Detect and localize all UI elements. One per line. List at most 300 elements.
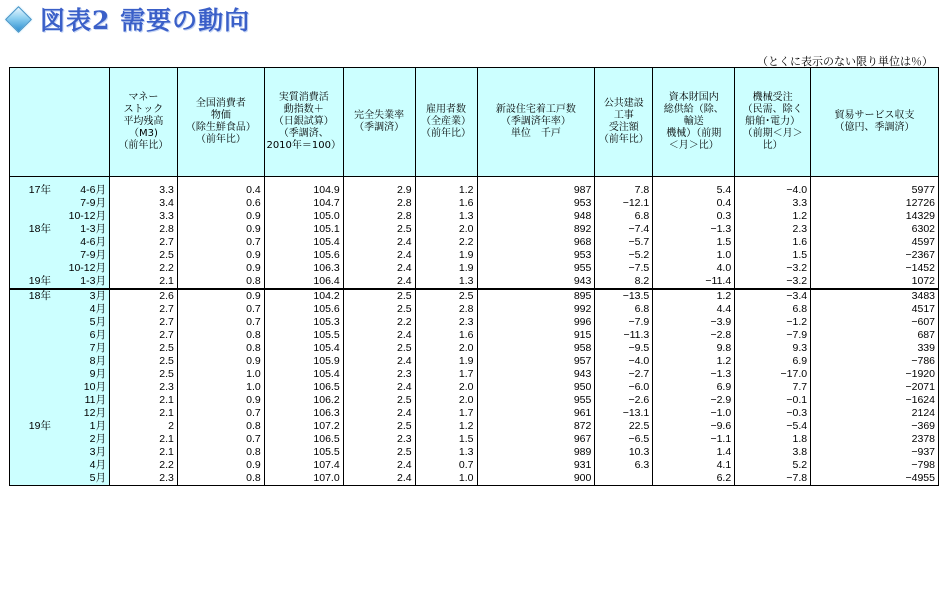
value-cell: 6.2 <box>653 472 735 486</box>
value-cell: 2.1 <box>109 446 177 459</box>
value-cell: −3.2 <box>735 262 811 275</box>
value-cell: 955 <box>477 394 595 407</box>
table-row <box>10 262 939 275</box>
value-cell: 1.0 <box>177 381 264 394</box>
value-cell: −2071 <box>811 381 939 394</box>
value-cell: 1.7 <box>415 407 477 420</box>
value-cell: 1.6 <box>415 329 477 342</box>
value-cell: 948 <box>477 210 595 223</box>
value-cell: 0.9 <box>177 249 264 262</box>
value-cell: 3.8 <box>735 446 811 459</box>
value-cell: 12726 <box>811 197 939 210</box>
value-cell: 105.4 <box>264 342 343 355</box>
unit-note: （とくに表示のない限り単位は％） <box>757 55 933 68</box>
value-cell: 992 <box>477 303 595 316</box>
value-cell: 1.6 <box>735 236 811 249</box>
value-cell: −798 <box>811 459 939 472</box>
value-cell: 6.8 <box>735 303 811 316</box>
value-cell: 2.7 <box>109 303 177 316</box>
value-cell: −7.8 <box>735 472 811 486</box>
column-header: 公共建設 工事 受注額 （前年比） <box>595 68 653 177</box>
period-name: 4月 <box>89 459 106 471</box>
period-label <box>10 355 110 368</box>
value-cell: 5977 <box>811 184 939 197</box>
value-cell: 892 <box>477 223 595 236</box>
value-cell: 2.5 <box>343 446 415 459</box>
value-cell: 105.6 <box>264 249 343 262</box>
value-cell: −1.3 <box>653 223 735 236</box>
value-cell: 3.3 <box>735 197 811 210</box>
value-cell: 104.2 <box>264 289 343 303</box>
table-row <box>10 394 939 407</box>
table-row <box>10 446 939 459</box>
value-cell: 987 <box>477 184 595 197</box>
value-cell: 2.7 <box>109 329 177 342</box>
value-cell: 1.4 <box>653 446 735 459</box>
value-cell: −5.4 <box>735 420 811 433</box>
value-cell: −9.6 <box>653 420 735 433</box>
value-cell: 2.2 <box>109 262 177 275</box>
value-cell: 3.3 <box>109 184 177 197</box>
value-cell: 2.5 <box>109 342 177 355</box>
spacer-cell <box>10 177 110 185</box>
period-name: 10月 <box>83 381 106 393</box>
period-name: 7月 <box>89 342 106 354</box>
value-cell: 0.6 <box>177 197 264 210</box>
spacer-cell <box>653 177 735 185</box>
value-cell: 872 <box>477 420 595 433</box>
value-cell: 339 <box>811 342 939 355</box>
value-cell: 1.9 <box>415 262 477 275</box>
value-cell: −4.0 <box>735 184 811 197</box>
value-cell: −4.0 <box>595 355 653 368</box>
table-row <box>10 407 939 420</box>
period-name: 4-6月 <box>80 236 106 248</box>
value-cell: 2.0 <box>415 394 477 407</box>
table-body <box>10 177 939 486</box>
value-cell: −5.7 <box>595 236 653 249</box>
value-cell: 2.4 <box>343 249 415 262</box>
period-name: 5月 <box>89 316 106 328</box>
period-name: 7-9月 <box>80 197 106 209</box>
value-cell: 2.7 <box>109 316 177 329</box>
value-cell: 1.0 <box>415 472 477 486</box>
value-cell: 895 <box>477 289 595 303</box>
table-row <box>10 368 939 381</box>
value-cell: −1.1 <box>653 433 735 446</box>
column-header: 全国消費者 物価 （除生鮮食品） （前年比） <box>177 68 264 177</box>
value-cell: 106.4 <box>264 275 343 289</box>
value-cell: 2.0 <box>415 342 477 355</box>
value-cell: 0.9 <box>177 210 264 223</box>
period-label <box>10 472 110 486</box>
value-cell: −1624 <box>811 394 939 407</box>
value-cell: 2.3 <box>343 433 415 446</box>
value-cell: 0.9 <box>177 355 264 368</box>
value-cell: 106.2 <box>264 394 343 407</box>
value-cell: 7.7 <box>735 381 811 394</box>
period-label <box>10 289 110 303</box>
value-cell: −607 <box>811 316 939 329</box>
table-row <box>10 184 939 197</box>
value-cell: 2.5 <box>109 249 177 262</box>
value-cell: 104.7 <box>264 197 343 210</box>
period-label <box>10 381 110 394</box>
column-header: 実質消費活 動指数＋ （日銀試算） （季調済、 2010年＝100） <box>264 68 343 177</box>
value-cell: 2.5 <box>343 342 415 355</box>
table-row <box>10 210 939 223</box>
table-row <box>10 223 939 236</box>
value-cell: 1.3 <box>415 446 477 459</box>
value-cell: 2.3 <box>109 381 177 394</box>
period-name: 10-12月 <box>68 210 106 222</box>
value-cell: −3.2 <box>735 275 811 289</box>
value-cell: 5.2 <box>735 459 811 472</box>
value-cell: 1.2 <box>653 355 735 368</box>
value-cell: 2.8 <box>415 303 477 316</box>
value-cell: 9.8 <box>653 342 735 355</box>
value-cell: 1.9 <box>415 249 477 262</box>
value-cell: −13.1 <box>595 407 653 420</box>
table-row <box>10 249 939 262</box>
period-label <box>10 210 110 223</box>
value-cell: 0.8 <box>177 446 264 459</box>
value-cell: 2.1 <box>109 394 177 407</box>
value-cell: 6.3 <box>595 459 653 472</box>
value-cell: 0.8 <box>177 329 264 342</box>
value-cell: −7.9 <box>735 329 811 342</box>
period-name: 2月 <box>89 433 106 445</box>
value-cell: 2.4 <box>343 355 415 368</box>
value-cell: −6.0 <box>595 381 653 394</box>
table-row <box>10 420 939 433</box>
value-cell: 105.5 <box>264 329 343 342</box>
value-cell: 943 <box>477 368 595 381</box>
period-label <box>10 303 110 316</box>
period-name: 8月 <box>89 355 106 367</box>
value-cell: 2.5 <box>343 223 415 236</box>
period-label <box>10 394 110 407</box>
period-name: 7-9月 <box>80 249 106 261</box>
period-label <box>10 433 110 446</box>
value-cell: 2.5 <box>343 303 415 316</box>
demand-trends-table <box>9 67 939 486</box>
value-cell: 0.9 <box>177 223 264 236</box>
year-label: 17年 <box>28 184 51 196</box>
value-cell: 3483 <box>811 289 939 303</box>
column-header: 機械受注 （民需、除く 船舶･電力） （前期＜月＞ 比） <box>735 68 811 177</box>
column-header: 貿易サービス収支 （億円、季調済） <box>811 68 939 177</box>
value-cell: 106.3 <box>264 407 343 420</box>
spacer-cell <box>735 177 811 185</box>
value-cell <box>595 472 653 486</box>
spacer-cell <box>343 177 415 185</box>
spacer-cell <box>177 177 264 185</box>
value-cell: 0.9 <box>177 289 264 303</box>
value-cell: 957 <box>477 355 595 368</box>
value-cell: 989 <box>477 446 595 459</box>
value-cell: 0.7 <box>177 407 264 420</box>
value-cell: −1.0 <box>653 407 735 420</box>
value-cell: 0.8 <box>177 420 264 433</box>
year-label: 18年 <box>28 223 51 235</box>
spacer-cell <box>264 177 343 185</box>
spacer-row <box>10 177 939 185</box>
value-cell: 3.4 <box>109 197 177 210</box>
value-cell: 2.5 <box>109 355 177 368</box>
value-cell: 2.2 <box>109 459 177 472</box>
value-cell: 2.2 <box>415 236 477 249</box>
value-cell: 6.9 <box>653 381 735 394</box>
spacer-cell <box>415 177 477 185</box>
value-cell: 107.0 <box>264 472 343 486</box>
value-cell: 1.2 <box>415 184 477 197</box>
value-cell: −2367 <box>811 249 939 262</box>
value-cell: −5.2 <box>595 249 653 262</box>
value-cell: 1.8 <box>735 433 811 446</box>
value-cell: 0.7 <box>177 433 264 446</box>
spacer-cell <box>477 177 595 185</box>
period-label <box>10 262 110 275</box>
period-label <box>10 342 110 355</box>
value-cell: 958 <box>477 342 595 355</box>
value-cell: 0.8 <box>177 342 264 355</box>
value-cell: 4.1 <box>653 459 735 472</box>
column-header: マネー ストック 平均残高 （M3) （前年比） <box>109 68 177 177</box>
title-text: 図表2 需要の動向 <box>40 6 251 35</box>
value-cell: 2.4 <box>343 459 415 472</box>
value-cell: 107.2 <box>264 420 343 433</box>
value-cell: −7.5 <box>595 262 653 275</box>
value-cell: 105.4 <box>264 368 343 381</box>
table-row <box>10 459 939 472</box>
value-cell: −369 <box>811 420 939 433</box>
value-cell: 2.4 <box>343 275 415 289</box>
period-name: 4月 <box>89 303 106 315</box>
value-cell: 3.3 <box>109 210 177 223</box>
value-cell: 996 <box>477 316 595 329</box>
value-cell: −4955 <box>811 472 939 486</box>
value-cell: 2.3 <box>109 472 177 486</box>
value-cell: −11.4 <box>653 275 735 289</box>
value-cell: 2.4 <box>343 329 415 342</box>
value-cell: 2 <box>109 420 177 433</box>
value-cell: 0.8 <box>177 472 264 486</box>
value-cell: 22.5 <box>595 420 653 433</box>
period-name: 9月 <box>89 368 106 380</box>
value-cell: 2.3 <box>343 368 415 381</box>
value-cell: 955 <box>477 262 595 275</box>
period-name: 12月 <box>83 407 106 419</box>
value-cell: 0.4 <box>653 197 735 210</box>
value-cell: 2.5 <box>109 368 177 381</box>
value-cell: 1.5 <box>735 249 811 262</box>
period-label <box>10 197 110 210</box>
value-cell: −2.9 <box>653 394 735 407</box>
table-row <box>10 236 939 249</box>
value-cell: 104.9 <box>264 184 343 197</box>
period-name: 5月 <box>89 472 106 484</box>
value-cell: 931 <box>477 459 595 472</box>
value-cell: 968 <box>477 236 595 249</box>
value-cell: 967 <box>477 433 595 446</box>
value-cell: 1.9 <box>415 355 477 368</box>
value-cell: 4597 <box>811 236 939 249</box>
table-row <box>10 329 939 342</box>
value-cell: −17.0 <box>735 368 811 381</box>
page-title <box>2 3 250 35</box>
value-cell: 0.8 <box>177 275 264 289</box>
value-cell: 0.4 <box>177 184 264 197</box>
value-cell: 0.3 <box>653 210 735 223</box>
period-name: 1-3月 <box>80 275 106 287</box>
value-cell: −2.6 <box>595 394 653 407</box>
period-label <box>10 446 110 459</box>
year-label: 19年 <box>28 275 51 287</box>
value-cell: 2.0 <box>415 381 477 394</box>
value-cell: −7.9 <box>595 316 653 329</box>
value-cell: 900 <box>477 472 595 486</box>
value-cell: −786 <box>811 355 939 368</box>
value-cell: 915 <box>477 329 595 342</box>
value-cell: 2378 <box>811 433 939 446</box>
value-cell: −0.3 <box>735 407 811 420</box>
value-cell: 1.6 <box>415 197 477 210</box>
period-label <box>10 275 110 289</box>
value-cell: 961 <box>477 407 595 420</box>
table-row <box>10 303 939 316</box>
value-cell: 2.8 <box>343 197 415 210</box>
value-cell: 2.9 <box>343 184 415 197</box>
value-cell: 0.9 <box>177 459 264 472</box>
period-label <box>10 368 110 381</box>
value-cell: 105.3 <box>264 316 343 329</box>
value-cell: 6.8 <box>595 210 653 223</box>
value-cell: −937 <box>811 446 939 459</box>
value-cell: 2.1 <box>109 433 177 446</box>
period-label <box>10 249 110 262</box>
value-cell: 107.4 <box>264 459 343 472</box>
value-cell: 2.4 <box>343 381 415 394</box>
value-cell: −7.4 <box>595 223 653 236</box>
table-row <box>10 289 939 303</box>
value-cell: 1.7 <box>415 368 477 381</box>
value-cell: 2.4 <box>343 472 415 486</box>
value-cell: 0.7 <box>177 303 264 316</box>
value-cell: −1.2 <box>735 316 811 329</box>
value-cell: −6.5 <box>595 433 653 446</box>
value-cell: 1.5 <box>653 236 735 249</box>
value-cell: 1.3 <box>415 210 477 223</box>
period-label <box>10 316 110 329</box>
period-label <box>10 420 110 433</box>
period-name: 3月 <box>89 290 106 302</box>
value-cell: 105.9 <box>264 355 343 368</box>
header-row <box>10 68 939 177</box>
value-cell: 0.7 <box>177 236 264 249</box>
value-cell: 105.0 <box>264 210 343 223</box>
value-cell: 1.2 <box>653 289 735 303</box>
column-header: 雇用者数 （全産業） （前年比） <box>415 68 477 177</box>
period-label <box>10 236 110 249</box>
value-cell: 1072 <box>811 275 939 289</box>
value-cell: 105.6 <box>264 303 343 316</box>
value-cell: 2.5 <box>343 289 415 303</box>
value-cell: 1.0 <box>653 249 735 262</box>
table-row <box>10 472 939 486</box>
year-label: 19年 <box>28 420 51 432</box>
period-label <box>10 223 110 236</box>
table-row <box>10 275 939 289</box>
period-label <box>10 329 110 342</box>
period-name: 10-12月 <box>68 262 106 274</box>
table-row <box>10 197 939 210</box>
value-cell: 105.5 <box>264 446 343 459</box>
value-cell: 2.5 <box>415 289 477 303</box>
value-cell: 4.0 <box>653 262 735 275</box>
value-cell: 106.3 <box>264 262 343 275</box>
value-cell: 105.1 <box>264 223 343 236</box>
value-cell: 6.9 <box>735 355 811 368</box>
value-cell: 5.4 <box>653 184 735 197</box>
value-cell: 6.8 <box>595 303 653 316</box>
period-name: 4-6月 <box>80 184 106 196</box>
value-cell: 2.5 <box>343 394 415 407</box>
table-row <box>10 355 939 368</box>
value-cell: 2.0 <box>415 223 477 236</box>
value-cell: 1.2 <box>735 210 811 223</box>
value-cell: 7.8 <box>595 184 653 197</box>
value-cell: 2.7 <box>109 236 177 249</box>
value-cell: 14329 <box>811 210 939 223</box>
table-row <box>10 381 939 394</box>
year-label: 18年 <box>28 290 51 302</box>
period-label <box>10 407 110 420</box>
value-cell: 2.5 <box>343 420 415 433</box>
value-cell: −0.1 <box>735 394 811 407</box>
table-row <box>10 316 939 329</box>
value-cell: 106.5 <box>264 433 343 446</box>
value-cell: 2.8 <box>109 223 177 236</box>
value-cell: −1452 <box>811 262 939 275</box>
value-cell: 8.2 <box>595 275 653 289</box>
column-header: 資本財国内 総供給（除、 輸送 機械）（前期 ＜月＞比） <box>653 68 735 177</box>
value-cell: 9.3 <box>735 342 811 355</box>
table-row <box>10 433 939 446</box>
value-cell: −2.8 <box>653 329 735 342</box>
spacer-cell <box>811 177 939 185</box>
value-cell: −13.5 <box>595 289 653 303</box>
value-cell: −12.1 <box>595 197 653 210</box>
value-cell: 2.2 <box>343 316 415 329</box>
value-cell: 4517 <box>811 303 939 316</box>
spacer-cell <box>109 177 177 185</box>
column-header <box>10 68 110 177</box>
value-cell: 105.4 <box>264 236 343 249</box>
period-label <box>10 184 110 197</box>
period-name: 6月 <box>89 329 106 341</box>
table-row <box>10 342 939 355</box>
value-cell: 1.0 <box>177 368 264 381</box>
value-cell: 687 <box>811 329 939 342</box>
diamond-bullet-icon <box>6 7 30 31</box>
value-cell: 2.1 <box>109 275 177 289</box>
value-cell: −3.9 <box>653 316 735 329</box>
period-label <box>10 459 110 472</box>
value-cell: 953 <box>477 249 595 262</box>
value-cell: 2124 <box>811 407 939 420</box>
period-name: 11月 <box>84 394 106 406</box>
